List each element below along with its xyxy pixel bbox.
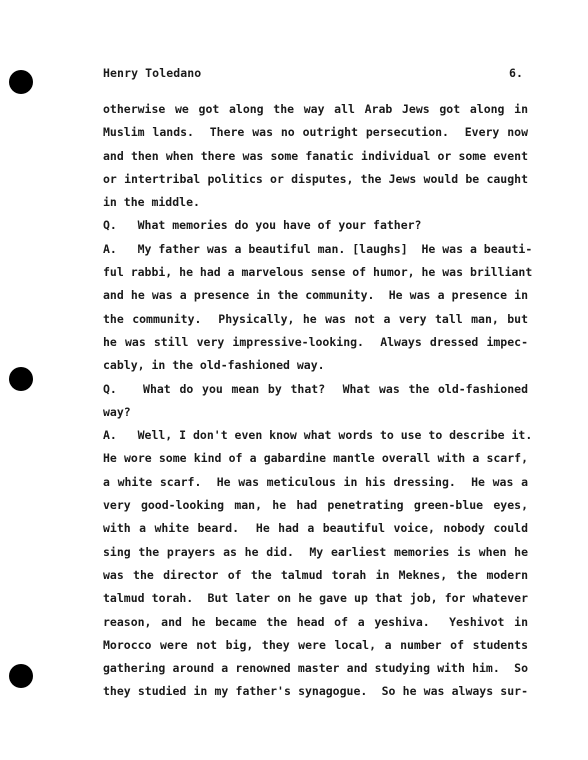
text-line: way? [103, 404, 131, 419]
text-line: the community. Physically, he was not a very tall man, but [103, 311, 528, 326]
text-line: He wore some kind of a gabardine mantle overall with a scarf, [103, 451, 528, 466]
page-number: 6. [508, 66, 523, 80]
text-line: or intertribal politics or disputes, the Jews would be caught [103, 171, 528, 186]
text-line: talmud torah. But later on he gave up that job, for whatever [103, 591, 528, 606]
text-line: A. Well, I don't even know what words to use to describe it. [103, 428, 533, 443]
text-line: and then when there was some fanatic individual or some event [103, 148, 528, 163]
text-line: A. My father was a beautiful man. [laughs] He was a beauti- [103, 241, 533, 256]
text-line: sing the prayers as he did. My earliest memories is when he [103, 544, 528, 559]
text-line: and he was a presence in the community. He was a presence in [103, 288, 528, 303]
transcript-body [103, 98, 533, 704]
text-line: Q. What memories do you have of your father? [103, 218, 422, 233]
text-line: with a white beard. He had a beautiful voice, nobody could [103, 521, 528, 536]
text-line: a white scarf. He was meticulous in his dressing. He was a [103, 474, 528, 489]
text-line: reason, and he became the head of a yeshiva. Yeshivot in [103, 614, 528, 629]
text-line: very good-looking man, he had penetrating green-blue eyes, [103, 498, 528, 513]
punch-hole-top [9, 70, 33, 94]
text-line: Muslim lands. There was no outright persecution. Every now [103, 125, 528, 140]
text-line: in the middle. [103, 195, 200, 210]
text-line: gathering around a renowned master and studying with him. So [103, 661, 528, 676]
text-line: cably, in the old-fashioned way. [103, 358, 325, 373]
text-line: was the director of the talmud torah in Meknes, the modern [103, 567, 528, 582]
text-line: they studied in my father's synagogue. So he was always sur- [103, 684, 528, 699]
page-header [103, 66, 523, 80]
text-line: Q. What do you mean by that? What was the old-fashioned [103, 381, 528, 396]
header-name: Henry Toledano [103, 66, 202, 80]
text-line: Morocco were not big, they were local, a number of students [103, 637, 528, 652]
text-line: otherwise we got along the way all Arab Jews got along in [103, 102, 528, 116]
punch-hole-bottom [9, 664, 33, 688]
text-line: ful rabbi, he had a marvelous sense of humor, he was brilliant [103, 265, 533, 280]
text-line: he was still very impressive-looking. Always dressed impec- [103, 334, 528, 349]
punch-hole-middle [9, 367, 33, 391]
